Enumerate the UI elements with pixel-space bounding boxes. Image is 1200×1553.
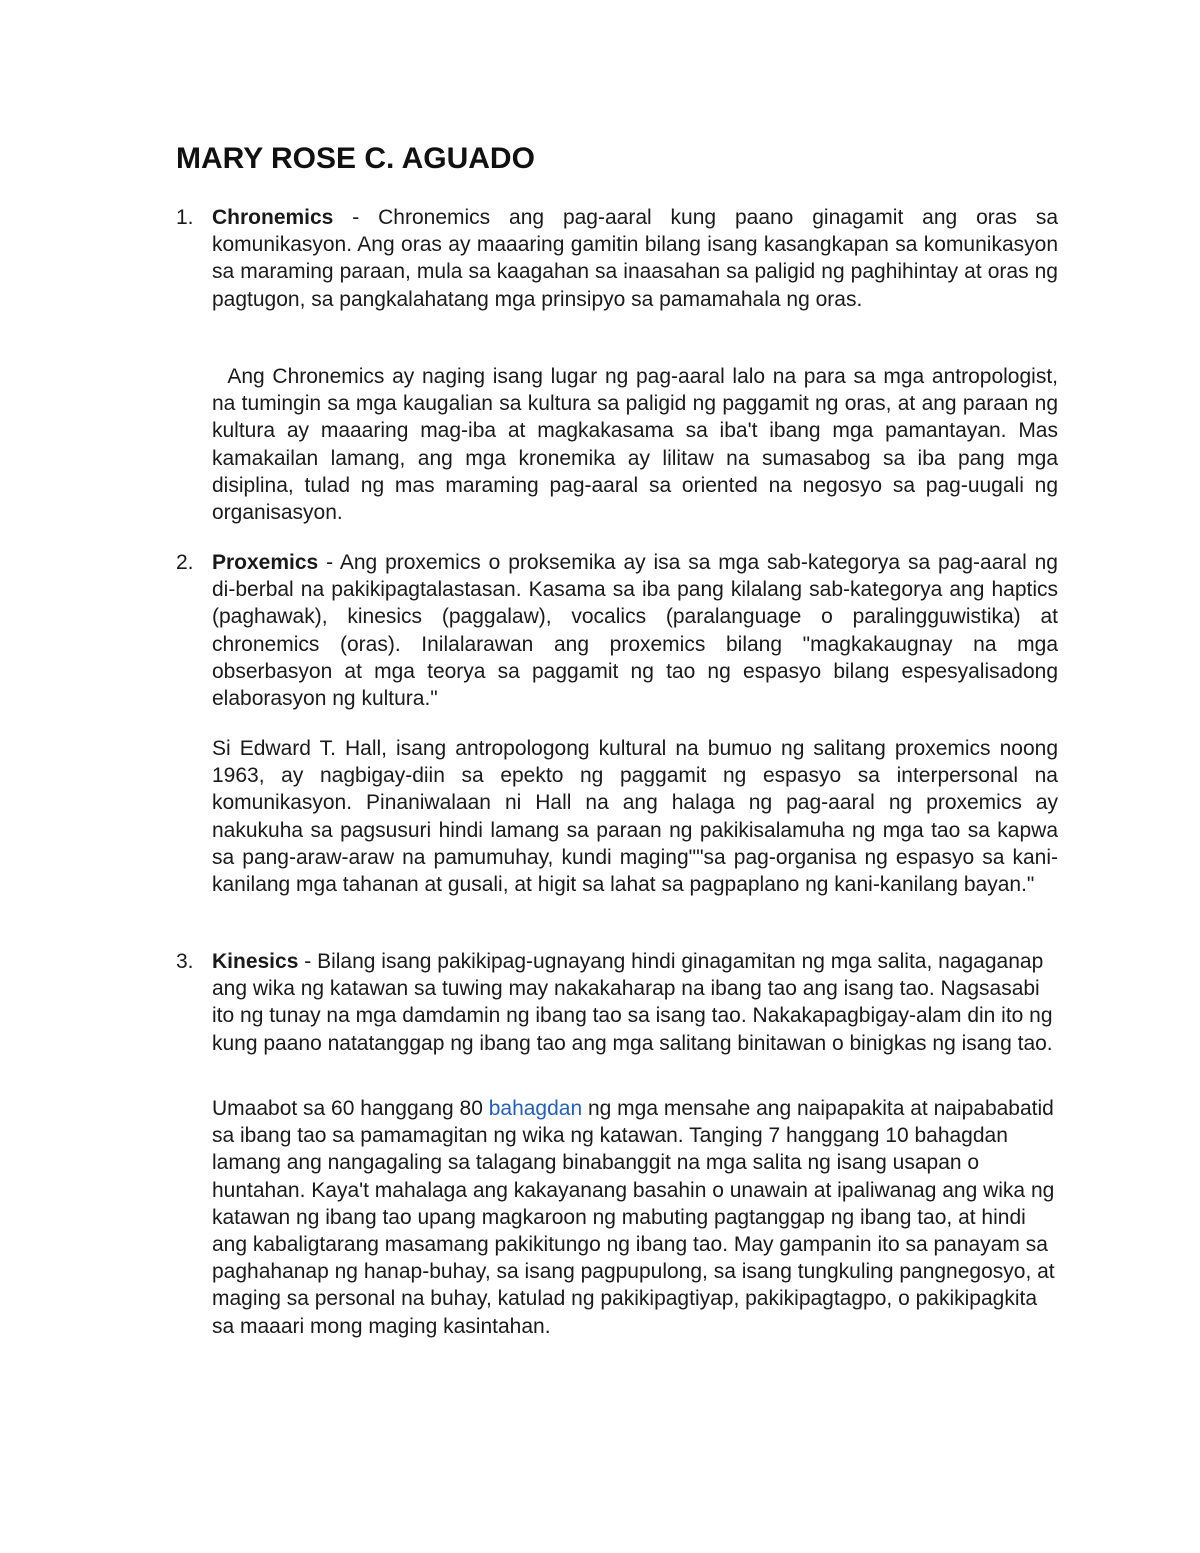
kinesics-paragraph bbox=[212, 948, 1058, 1057]
kinesics-text: Bilang isang pakikipag-ugnayang hindi ginagamitan ng mga salita, nagaganap ang wika ng katawan sa tuwing may nakakaharap na ibang tao ang isang tao. Nagsasabi ito ng tunay na mga damdamin ng ibang tao sa isang tao. Nakakapagbigay-alam din ito ng kung paano natatanggap ng ibang tao ang mga salitang binitawan o binigkas ng isang tao. bbox=[212, 950, 1053, 1055]
kinesics-p2-after: ng mga mensahe ang naipapakita at naipababatid sa ibang tao sa pamamagitan ng wika ng katawan. Tanging 7 hanggang 10 bahagdan lamang ang nangagaling sa talagang binabanggit na mga salita ng isang usapan o huntahan. Kaya't mahalaga ang kakayanang basahin o unawain at ipaliwanag ang wika ng katawan ng ibang tao upang magkaroon ng mabuting pagtanggap ng ibang tao, at hindi ang kabaligtarang masamang pakikitungo ng ibang tao. May gampanin ito sa panayam sa paghahanap ng hanap-buhay, sa isang pagpupulong, sa isang tungkuling pangnegosyo, at maging sa personal na buhay, katulad ng pakikipagtiyap, pakikipagtagpo, o pakikipagkita sa maaari mong maging kasintahan. bbox=[212, 1097, 1055, 1338]
chronemics-paragraph-2: Ang Chronemics ay naging isang lugar ng pag-aaral lalo na para sa mga antropologist, na tumingin sa mga kaugalian sa kultura sa paligid ng paggamit ng oras, at ang paraan ng kultura ay maaaring mag-iba at magkakasama sa iba't ibang mga pamantayan. Mas kamakailan lamang, ang mga kronemika ay lilitaw na sumasabog sa iba pang mga disiplina, tulad ng mas maraming pag-aaral sa oriented na negosyo sa pag-uugali ng organisasyon. bbox=[212, 365, 1058, 525]
term-separator: - bbox=[298, 950, 318, 973]
term-kinesics: Kinesics bbox=[212, 950, 299, 973]
list-item-kinesics bbox=[176, 948, 1058, 1057]
list-number: 3. bbox=[176, 950, 194, 973]
list-item-proxemics bbox=[176, 549, 1058, 712]
list-number: 1. bbox=[176, 206, 194, 229]
kinesics-paragraph-2 bbox=[212, 1095, 1058, 1340]
list-number: 2. bbox=[176, 551, 194, 574]
author-name-heading: MARY ROSE C. AGUADO bbox=[176, 142, 535, 175]
kinesics-p2-before: Umaabot sa 60 hanggang 80 bbox=[212, 1097, 489, 1120]
term-separator: - bbox=[318, 551, 340, 574]
term-proxemics: Proxemics bbox=[212, 551, 319, 574]
proxemics-paragraph-2: Si Edward T. Hall, isang antropologong kultural na bumuo ng salitang proxemics noong 1963, ay nagbigay-diin sa epekto ng paggamit ng espasyo sa interpersonal na komunikasyon. Pinaniwalaan ni Hall na ang halaga ng pag-aaral ng proxemics ay nakukuha sa pagsusuri hindi lamang sa paraan ng pakikisalamuha ng mga tao sa kapwa sa pang-araw-araw na pamumuhay, kundi maging""sa pag-organisa ng espasyo sa kani-kanilang mga tahanan at gusali, at higit sa lahat sa pagpaplano ng kani-kanilang bayan." bbox=[212, 737, 1058, 897]
term-separator: - bbox=[333, 206, 379, 229]
proxemics-paragraph-2-block bbox=[176, 735, 1058, 898]
list-item-chronemics bbox=[176, 204, 1058, 313]
term-chronemics: Chronemics bbox=[212, 206, 334, 229]
bahagdan-link[interactable]: bahagdan bbox=[488, 1097, 583, 1120]
chronemics-paragraph bbox=[212, 204, 1058, 313]
proxemics-paragraph bbox=[212, 549, 1058, 712]
proxemics-text: Ang proxemics o proksemika ay isa sa mga sab-kategorya sa pag-aaral ng di-berbal na pakikipagtalastasan. Kasama sa iba pang kilalang sab-kategorya ang haptics (paghawak), kinesics (paggalaw), vocalics (paralanguage o paralingguwistika) at chronemics (oras). Inilalarawan ang proxemics bilang "magkakaugnay na mga obserbasyon at mga teorya sa paggamit ng tao ng espasyo bilang espesyalisadong elaborasyon ng kultura." bbox=[212, 551, 1058, 711]
chronemics-text: Chronemics ang pag-aaral kung paano ginagamit ang oras sa komunikasyon. Ang oras ay maaaring gamitin bilang isang kasangkapan sa komunikasyon sa maraming paraan, mula sa kaagahan sa inaasahan sa paligid ng paghihintay at oras ng pagtugon, sa pangkalahatang mga prinsipyo sa pamamahala ng oras. bbox=[212, 206, 1058, 311]
chronemics-paragraph-2-block bbox=[176, 363, 1058, 526]
kinesics-paragraph-2-block bbox=[176, 1095, 1058, 1340]
